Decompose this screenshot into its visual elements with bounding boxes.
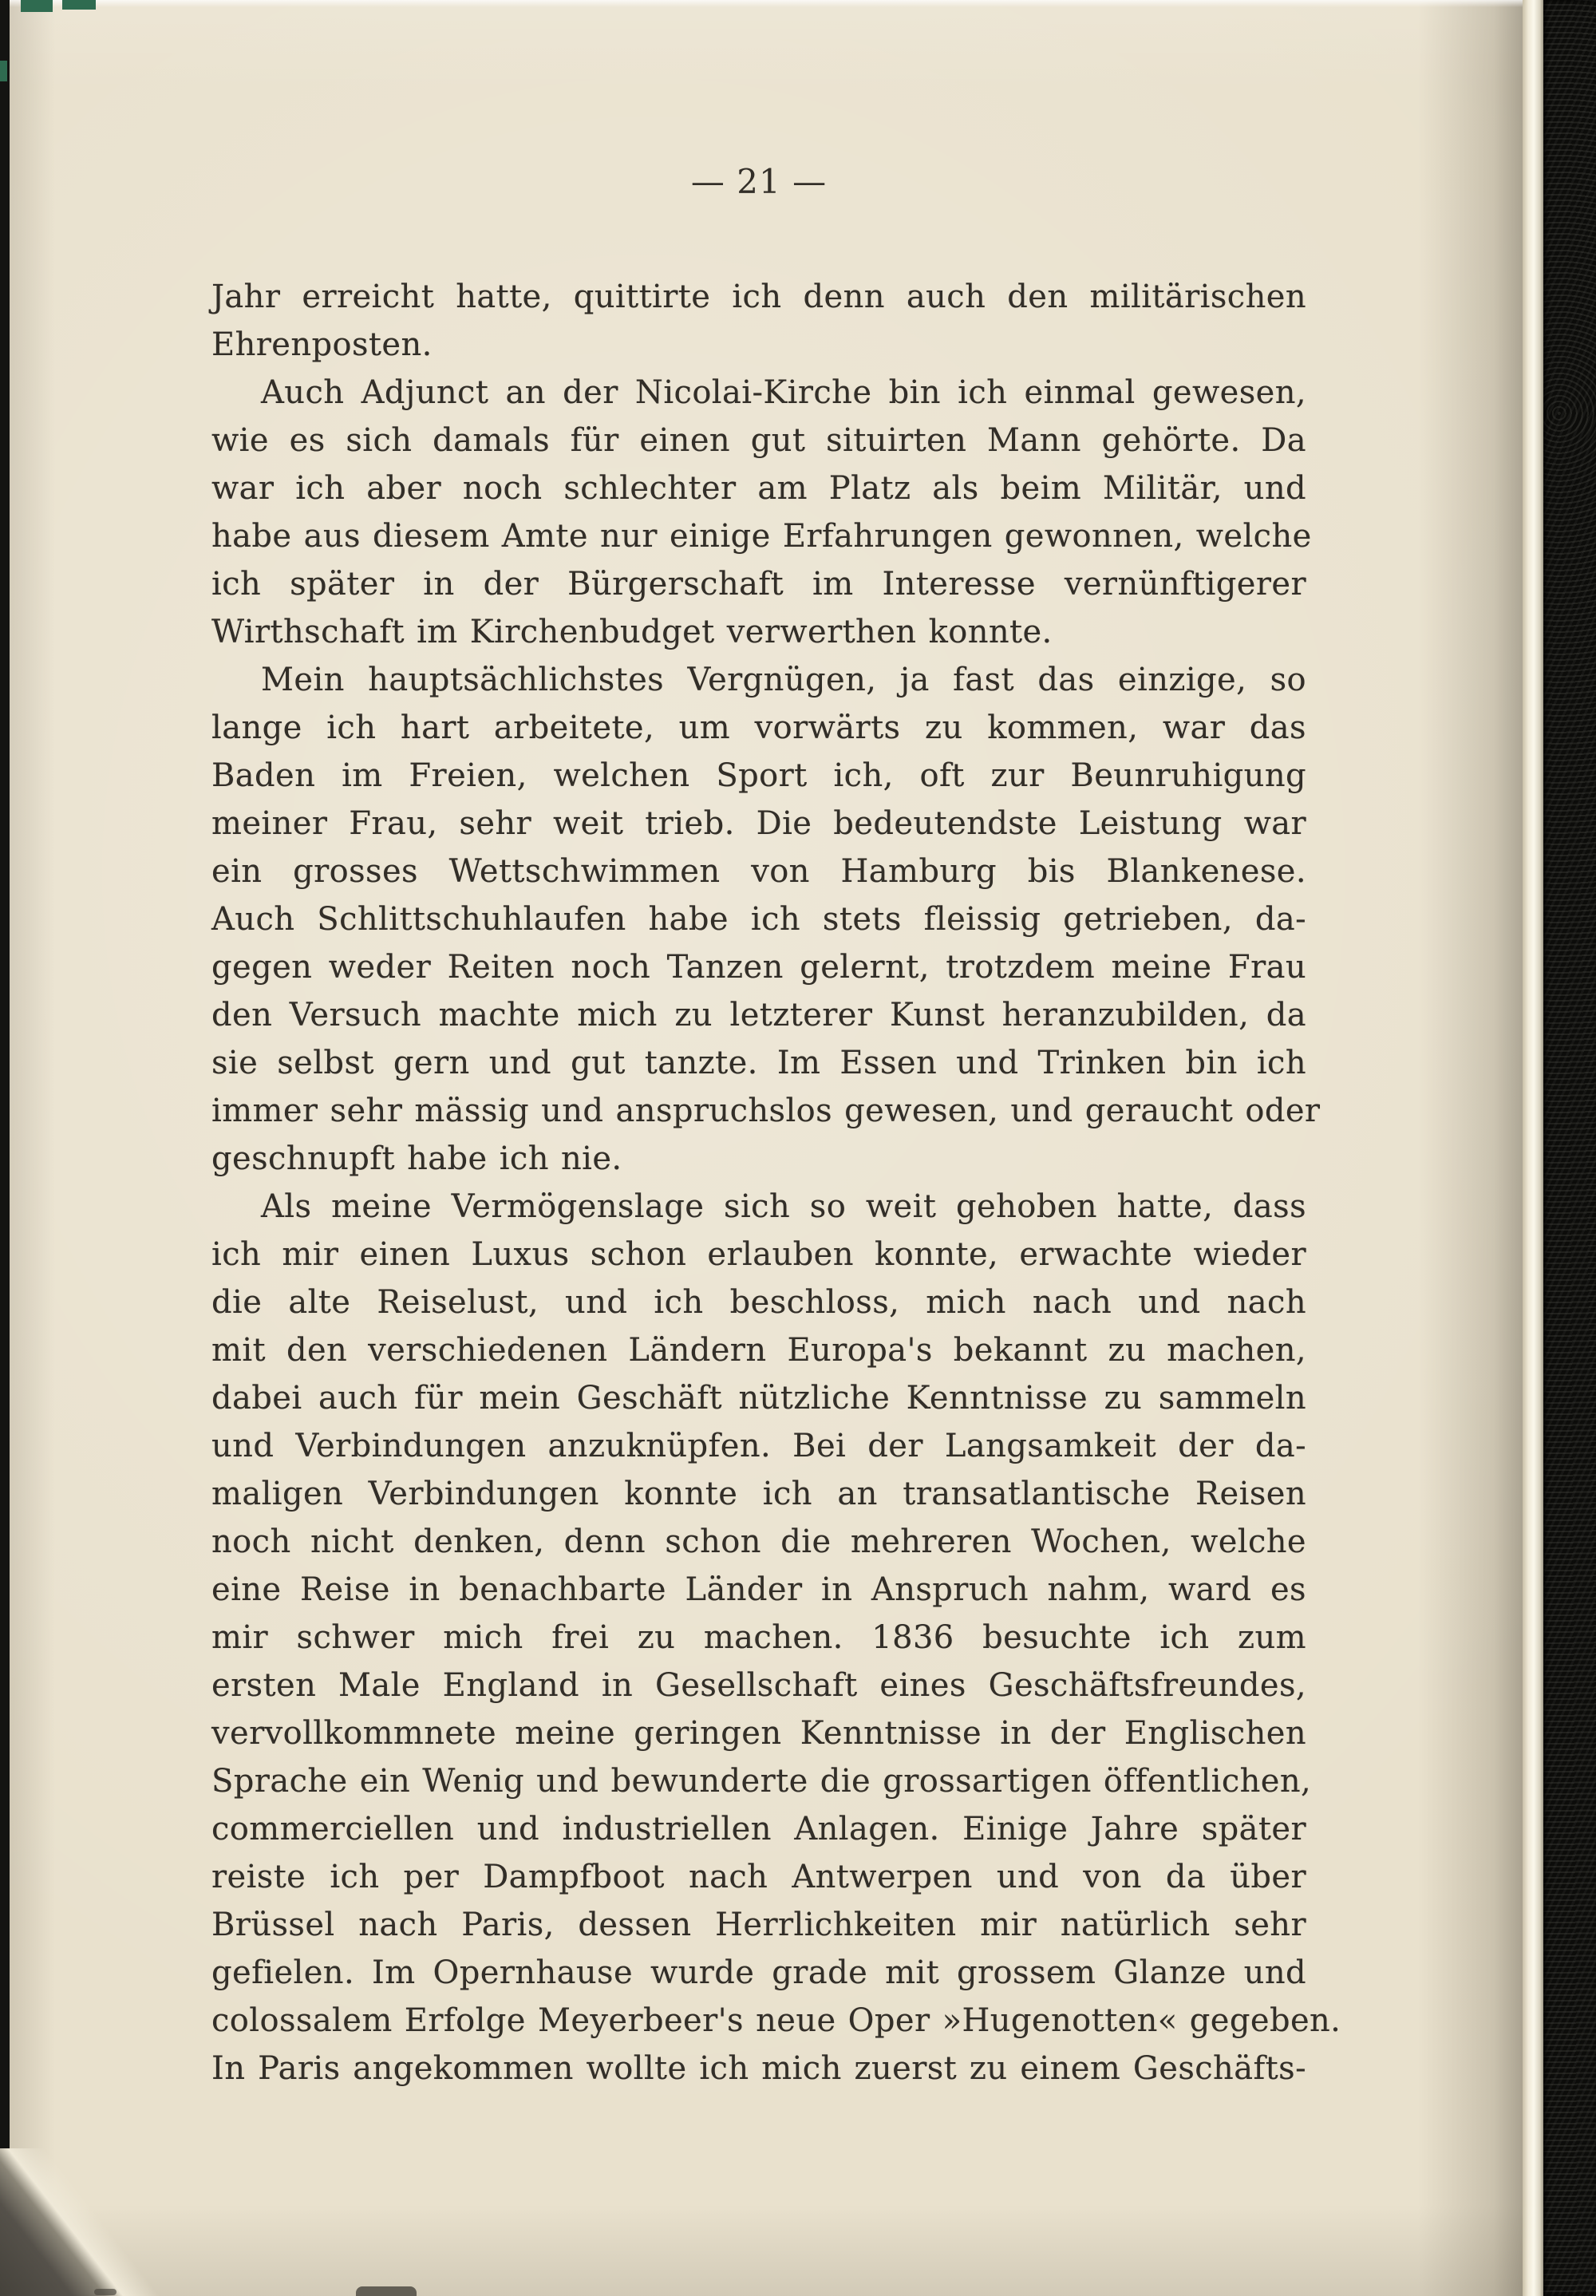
tape-mark: [21, 0, 53, 12]
text-line: ich mir einen Luxus schon erlauben konnte, erwachte wieder: [211, 1236, 1306, 1273]
text-line: Wirthschaft im Kirchenbudget verwerthen konnte.: [211, 614, 1053, 650]
book-cover: [1543, 0, 1596, 2296]
text-line: Auch Schlittschuhlaufen habe ich stets fleissig getrieben, da-: [211, 901, 1306, 938]
scan-smudge: [94, 2289, 117, 2295]
text-line: ersten Male England in Gesellschaft eines Geschäftsfreundes,: [211, 1667, 1306, 1704]
text-line: gefielen. Im Opernhause wurde grade mit grossem Glanze und: [211, 1954, 1306, 1991]
book-page: [10, 0, 1524, 2296]
text-line: meiner Frau, sehr weit trieb. Die bedeutendste Leistung war: [211, 805, 1306, 842]
text-block: [211, 273, 1341, 2092]
page-top-edge: [10, 0, 1524, 7]
page-number: — 21 —: [690, 162, 828, 201]
tape-mark: [62, 0, 96, 10]
text-line: Baden im Freien, welchen Sport ich, oft zur Beunruhigung: [211, 757, 1306, 794]
tape-mark: [0, 61, 7, 81]
text-line: immer sehr mässig und anspruchslos gewesen, und geraucht oder: [211, 1093, 1321, 1129]
text-line: Jahr erreicht hatte, quittirte ich denn auch den militärischen: [211, 279, 1306, 315]
text-line: Sprache ein Wenig und bewunderte die grossartigen öffentlichen,: [211, 1763, 1312, 1800]
text-line: Auch Adjunct an der Nicolai-Kirche bin ich einmal gewesen,: [261, 374, 1306, 411]
text-line: ein grosses Wettschwimmen von Hamburg bis Blankenese.: [211, 853, 1306, 890]
text-line: Ehrenposten.: [211, 326, 433, 363]
text-line: gegen weder Reiten noch Tanzen gelernt, trotzdem meine Frau: [211, 949, 1306, 986]
text-line: sie selbst gern und gut tanzte. Im Essen und Trinken bin ich: [211, 1045, 1306, 1081]
text-line: dabei auch für mein Geschäft nützliche Kenntnisse zu sammeln: [211, 1380, 1306, 1417]
text-line: mit den verschiedenen Ländern Europa's bekannt zu machen,: [211, 1332, 1306, 1369]
text-line: noch nicht denken, denn schon die mehreren Wochen, welche: [211, 1523, 1306, 1560]
text-line: lange ich hart arbeitete, um vorwärts zu kommen, war das: [211, 709, 1306, 746]
text-line: maligen Verbindungen konnte ich an transatlantische Reisen: [211, 1476, 1306, 1512]
text-line: Als meine Vermögenslage sich so weit gehoben hatte, dass: [261, 1188, 1306, 1225]
page-edge-stack: [1523, 0, 1545, 2296]
text-line: In Paris angekommen wollte ich mich zuerst zu einem Geschäfts-: [211, 2050, 1306, 2087]
text-line: und Verbindungen anzuknüpfen. Bei der Langsamkeit der da-: [211, 1428, 1306, 1464]
scan-smudge: [356, 2286, 417, 2296]
text-line: habe aus diesem Amte nur einige Erfahrungen gewonnen, welche: [211, 518, 1312, 555]
text-line: colossalem Erfolge Meyerbeer's neue Oper »Hugenotten« gegeben.: [211, 2002, 1341, 2039]
text-line: geschnupft habe ich nie.: [211, 1140, 622, 1177]
text-line: Brüssel nach Paris, dessen Herrlichkeiten mir natürlich sehr: [211, 1907, 1306, 1943]
text-line: den Versuch machte mich zu letzterer Kunst heranzubilden, da: [211, 997, 1306, 1033]
text-line: war ich aber noch schlechter am Platz als beim Militär, und: [211, 470, 1306, 507]
text-line: reiste ich per Dampfboot nach Antwerpen und von da über: [211, 1859, 1306, 1895]
text-line: wie es sich damals für einen gut situirten Mann gehörte. Da: [211, 422, 1306, 459]
text-line: die alte Reiselust, und ich beschloss, mich nach und nach: [211, 1284, 1306, 1321]
text-line: Mein hauptsächlichstes Vergnügen, ja fast das einzige, so: [261, 662, 1306, 698]
text-line: commerciellen und industriellen Anlagen. Einige Jahre später: [211, 1811, 1306, 1847]
page-corner-shadow: [0, 2148, 247, 2296]
text-line: vervollkommnete meine geringen Kenntnisse in der Englischen: [211, 1715, 1306, 1752]
text-line: mir schwer mich frei zu machen. 1836 besuchte ich zum: [211, 1619, 1306, 1656]
text-line: ich später in der Bürgerschaft im Interesse vernünftigerer: [211, 566, 1306, 603]
text-line: eine Reise in benachbarte Länder in Anspruch nahm, ward es: [211, 1571, 1306, 1608]
